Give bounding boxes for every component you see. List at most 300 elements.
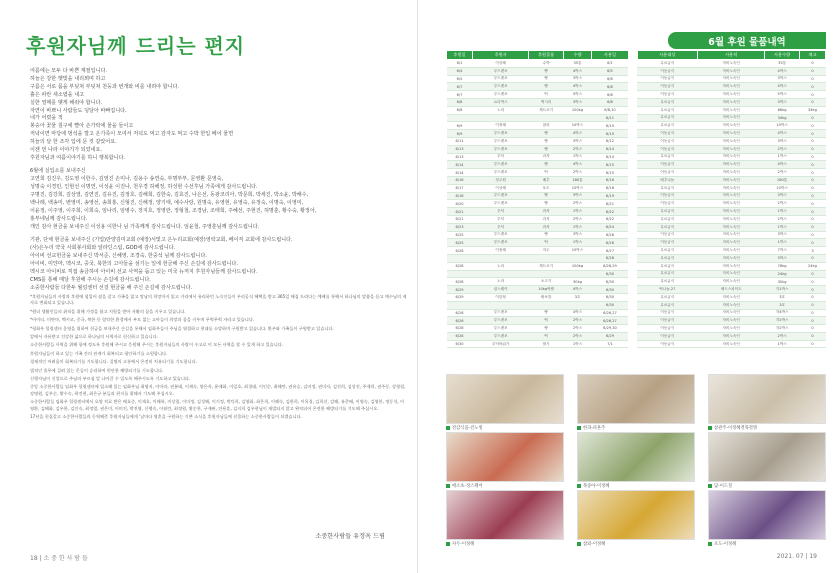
table-cell: 3박스 bbox=[563, 98, 591, 106]
table-cell: 5박스 bbox=[563, 91, 591, 99]
table-cell: 6/14 bbox=[592, 145, 629, 153]
table-cell: 투드렌포 bbox=[472, 309, 528, 317]
table-cell: 과자 bbox=[529, 215, 564, 223]
caption-bullet-icon bbox=[577, 484, 581, 488]
row-gap bbox=[628, 317, 637, 325]
table-cell: 35통 bbox=[563, 60, 591, 68]
table-row bbox=[447, 231, 826, 239]
table-cell: 투드렌포 bbox=[472, 239, 528, 247]
table-cell: 6/30 bbox=[592, 278, 629, 286]
caption-bullet-icon bbox=[577, 542, 581, 546]
table-cell: 6/22 bbox=[592, 215, 629, 223]
table-cell: 3 bbox=[799, 247, 825, 255]
table-row bbox=[447, 286, 826, 294]
photo-image bbox=[447, 433, 563, 481]
table-cell: 무료급식 bbox=[637, 223, 698, 231]
table-cell: 10박스 bbox=[563, 247, 591, 255]
table-row bbox=[447, 98, 826, 106]
table-cell: 자비노숙인 bbox=[698, 200, 765, 208]
table-cell: 링스레이 bbox=[472, 286, 528, 294]
photo-caption bbox=[446, 483, 483, 489]
table-cell: 1박스 bbox=[765, 223, 800, 231]
table-cell: 6/11 bbox=[447, 137, 473, 145]
table-row bbox=[447, 169, 826, 177]
photo-image bbox=[709, 491, 825, 539]
table-cell: 이동급식 bbox=[637, 83, 698, 91]
table-row bbox=[447, 60, 826, 68]
table-cell: 6/11 bbox=[592, 114, 629, 122]
caption-text: 담-이드칠 bbox=[714, 484, 733, 489]
table-cell: 이한철 bbox=[472, 293, 528, 301]
table-cell: 6/26 bbox=[447, 309, 473, 317]
table-cell: 6/15 bbox=[592, 161, 629, 169]
row-gap bbox=[628, 83, 637, 91]
row-gap bbox=[628, 325, 637, 333]
table-cell: 자비노숙인 bbox=[698, 184, 765, 192]
donation-photo bbox=[446, 490, 564, 540]
table-cell: 떡나눔,27 bbox=[637, 286, 698, 294]
table-cell bbox=[447, 270, 473, 278]
table-row bbox=[447, 137, 826, 145]
donation-banner: 6월 후원 물품내역 bbox=[668, 32, 826, 49]
caption-bullet-icon bbox=[708, 484, 712, 488]
table-cell: 6/26,27 bbox=[592, 309, 629, 317]
note-line: 법적인 올무에 걸려 있는 문들이 승리하여 편안한 해방되기를 기도합니다. bbox=[30, 367, 164, 373]
table-cell: 0 bbox=[799, 114, 825, 122]
photo-image bbox=[578, 375, 694, 423]
table-cell: 2박스 bbox=[563, 325, 591, 333]
table-cell: 이동급식 bbox=[637, 332, 698, 340]
table-cell: 3호 bbox=[765, 301, 800, 309]
table-cell: 6/30 bbox=[592, 286, 629, 294]
table-cell: 자비노숙인 bbox=[698, 239, 765, 247]
table-row bbox=[447, 75, 826, 83]
donation-photo bbox=[577, 432, 695, 482]
table-cell: 빵 bbox=[529, 231, 564, 239]
note-line: 경제적인 어려움이 회복되기를 기도합니다. 질병의 고통에서 온전히 치유되기를 기도합니다. bbox=[30, 359, 198, 365]
table-cell: 투드렌포 bbox=[472, 67, 528, 75]
table-cell: 2박스 bbox=[563, 169, 591, 177]
table-cell: 6/29 bbox=[447, 293, 473, 301]
table-cell: 3호 bbox=[765, 293, 800, 301]
table-row bbox=[447, 239, 826, 247]
table-cell: 이동급식 bbox=[637, 137, 698, 145]
table-cell bbox=[563, 114, 591, 122]
table-cell: 빵 bbox=[529, 67, 564, 75]
table-cell: 6/20 bbox=[447, 200, 473, 208]
photo-caption bbox=[577, 483, 609, 489]
table-cell: 무료급식 bbox=[637, 247, 698, 255]
table-cell: 4박스 bbox=[563, 130, 591, 138]
donation-photo bbox=[708, 374, 826, 424]
donation-photo bbox=[577, 490, 695, 540]
table-cell: 빵 bbox=[529, 192, 564, 200]
right-page bbox=[418, 0, 835, 573]
table-cell: 6/26 bbox=[592, 239, 629, 247]
table-cell: 투덕 bbox=[472, 153, 528, 161]
table-cell: 2박스 bbox=[563, 317, 591, 325]
row-gap bbox=[628, 200, 637, 208]
table-cell: 청주원 bbox=[472, 176, 528, 184]
table-cell: 무료급식 bbox=[637, 278, 698, 286]
table-row bbox=[447, 301, 826, 309]
table-cell: 6/14 bbox=[447, 169, 473, 177]
row-gap bbox=[628, 145, 637, 153]
table-cell: 무료급식 bbox=[637, 114, 698, 122]
table-cell: 자비노숙인 bbox=[698, 169, 765, 177]
table-cell: 이동급식 bbox=[637, 130, 698, 138]
table-cell: 6/7 bbox=[447, 91, 473, 99]
table-cell: 24kg bbox=[765, 270, 800, 278]
column-header: 사용일 bbox=[592, 51, 629, 60]
table-cell: 6/8 bbox=[447, 98, 473, 106]
table-cell: 6/5 bbox=[592, 67, 629, 75]
table-cell: 6/15 bbox=[592, 169, 629, 177]
table-cell: 0 bbox=[799, 270, 825, 278]
table-cell: 6/17 bbox=[447, 184, 473, 192]
table-cell: 2박스 bbox=[765, 332, 800, 340]
note-line: 17년을 헌집갖고 소중한사람들과 동역해준 후원자님들에게 '날마다 영혼을 구원하는 기쁜 소식을 후원자님들께 선물하는 소중한사람들이 되겠습니다. bbox=[30, 414, 302, 420]
table-cell: 6/14 bbox=[447, 161, 473, 169]
table-cell: 빵 bbox=[529, 161, 564, 169]
caption-text: 애소초-정스페어 bbox=[452, 484, 483, 489]
row-gap bbox=[628, 67, 637, 75]
photo-image bbox=[578, 433, 694, 481]
table-cell: 빵 bbox=[529, 75, 564, 83]
table-cell: 자비노숙인 bbox=[698, 254, 765, 262]
table-cell: 무료급식 bbox=[637, 184, 698, 192]
row-gap bbox=[628, 223, 637, 231]
table-cell: 노라 bbox=[472, 278, 528, 286]
table-cell: 180통 bbox=[563, 176, 591, 184]
table-cell: 6/26 bbox=[447, 247, 473, 255]
table-cell: 0 bbox=[799, 332, 825, 340]
table-cell: 3박스 bbox=[765, 231, 800, 239]
table-cell: 35통 bbox=[765, 60, 800, 68]
table-cell: 6/12 bbox=[592, 137, 629, 145]
table-cell: 6/23 bbox=[447, 223, 473, 231]
table-row bbox=[447, 122, 826, 130]
table-cell: 0 bbox=[799, 254, 825, 262]
table-cell: 6/9 bbox=[447, 130, 473, 138]
table-cell: 무료급식 bbox=[637, 215, 698, 223]
table-cell bbox=[563, 270, 591, 278]
caption-bullet-icon bbox=[708, 426, 712, 430]
table-cell: 2박스 bbox=[765, 200, 800, 208]
row-gap bbox=[628, 309, 637, 317]
table-cell: 자비노숙인 bbox=[698, 122, 765, 130]
table-cell: 0 bbox=[799, 130, 825, 138]
table-cell: 빵 bbox=[529, 200, 564, 208]
caption-text: 한과-파흔주 bbox=[583, 426, 606, 431]
photo-caption bbox=[446, 425, 483, 431]
table-cell: 6/28 bbox=[447, 262, 473, 270]
table-cell: 6/18 bbox=[447, 192, 473, 200]
table-cell: 2박스 bbox=[563, 200, 591, 208]
table-cell: 떡 bbox=[529, 169, 564, 177]
table-cell: 0 bbox=[799, 200, 825, 208]
table-cell: 0 bbox=[799, 137, 825, 145]
table-cell: 2박스 bbox=[765, 145, 800, 153]
table-cell: 6/30 bbox=[592, 301, 629, 309]
table-cell: 6/8,10 bbox=[592, 106, 629, 114]
table-cell: 0 bbox=[799, 83, 825, 91]
table-cell: 떡시리 bbox=[529, 98, 564, 106]
table-cell: 이상혜 bbox=[472, 60, 528, 68]
table-row bbox=[447, 153, 826, 161]
table-row bbox=[447, 332, 826, 340]
row-gap bbox=[628, 332, 637, 340]
row-gap bbox=[628, 192, 637, 200]
table-cell: 6/28 bbox=[592, 254, 629, 262]
table-row bbox=[447, 340, 826, 348]
row-gap bbox=[628, 286, 637, 294]
column-header: 사용처 bbox=[698, 51, 765, 60]
table-cell bbox=[472, 270, 528, 278]
table-cell: 3호 bbox=[563, 293, 591, 301]
table-cell bbox=[472, 301, 528, 309]
table-cell: 7박스 bbox=[765, 247, 800, 255]
table-cell: 6/30 bbox=[592, 293, 629, 301]
table-cell: 6/28 bbox=[447, 325, 473, 333]
table-cell: 6/21 bbox=[592, 200, 629, 208]
table-cell: 6/14 bbox=[592, 153, 629, 161]
table-cell: 소고기 bbox=[529, 278, 564, 286]
table-cell: 떡 bbox=[529, 239, 564, 247]
table-cell: 6/10 bbox=[592, 122, 629, 130]
donation-table bbox=[446, 50, 826, 348]
table-cell: 0 bbox=[799, 231, 825, 239]
note-line: 신행자님이 신앙으로 주님의 부르심 앞 나아갈 수 있도록 해주시도록 기도하고 있습니다. bbox=[30, 376, 191, 382]
row-gap bbox=[628, 106, 637, 114]
table-cell: 1박스 bbox=[765, 239, 800, 247]
table-cell: 6/6 bbox=[592, 75, 629, 83]
table-cell: 이동급식 bbox=[637, 161, 698, 169]
table-cell: 자비노숙인 bbox=[698, 67, 765, 75]
caption-bullet-icon bbox=[577, 426, 581, 430]
table-row bbox=[447, 130, 826, 138]
row-gap bbox=[628, 254, 637, 262]
note-line: 소중한사람들 사역을 위해 항께 정도록 후원해 주시고 응원해 주시는 후원자님들의 사랑이 수고로 이 모든 사역을 할 수 있게 하고 있습니다. bbox=[30, 342, 284, 348]
table-cell: 투드렌포 bbox=[472, 192, 528, 200]
page-folio-right: 2021. 07 | 19 bbox=[776, 553, 817, 560]
row-gap bbox=[628, 60, 637, 68]
table-cell: 과자 bbox=[529, 208, 564, 216]
table-cell: 이동급식 bbox=[637, 231, 698, 239]
row-gap bbox=[628, 161, 637, 169]
note-line: *평화우 힐링센터 운영을 위하여 헌금을 보내주신 손길을 통해서 임화우들이 주님을 영접하고 현대를 소망하며 구원받고 있습니다. 환우와 가족들이 구원받고 있습니다. bbox=[30, 325, 334, 331]
row-gap bbox=[628, 153, 637, 161]
table-cell: 배추나눔 bbox=[637, 176, 698, 184]
table-cell: 6/21 bbox=[447, 215, 473, 223]
letter-title: 후원자님께 드리는 편지 bbox=[26, 34, 246, 58]
table-cell: 6/28 bbox=[447, 278, 473, 286]
table-cell: 빵 bbox=[529, 325, 564, 333]
table-cell: 각4박스 bbox=[765, 309, 800, 317]
table-cell: 무료급식 bbox=[637, 106, 698, 114]
table-cell: 무료급식 bbox=[637, 301, 698, 309]
table-cell: 6/29,30 bbox=[592, 325, 629, 333]
table-cell: 투드렌포 bbox=[472, 332, 528, 340]
table-cell: 자비노숙인 bbox=[698, 176, 765, 184]
table-cell: 3박스 bbox=[765, 75, 800, 83]
table-cell: 6/8 bbox=[447, 106, 473, 114]
table-cell: 0 bbox=[799, 301, 825, 309]
photo-image bbox=[578, 491, 694, 539]
table-cell: 이동급식 bbox=[637, 169, 698, 177]
table-row bbox=[447, 262, 826, 270]
table-cell: 0 bbox=[799, 286, 825, 294]
table-cell: 자비노숙인 bbox=[698, 332, 765, 340]
table-row bbox=[447, 317, 826, 325]
table-cell: 떡 bbox=[529, 332, 564, 340]
table-cell: 6/29 bbox=[592, 332, 629, 340]
table-cell: 6/28 bbox=[447, 332, 473, 340]
table-cell bbox=[529, 301, 564, 309]
table-cell: 자비노숙인 bbox=[698, 161, 765, 169]
table-cell: 무료급식 bbox=[637, 270, 698, 278]
table-cell: 0 bbox=[799, 325, 825, 333]
table-cell: 투드렌포 bbox=[472, 161, 528, 169]
photo-image bbox=[709, 375, 825, 423]
caption-text: 참외-이정혜 bbox=[583, 542, 606, 547]
table-cell: 각2박스 bbox=[765, 317, 800, 325]
donation-photo bbox=[708, 432, 826, 482]
table-cell: 10박스 bbox=[765, 122, 800, 130]
table-cell: 1박스 bbox=[765, 208, 800, 216]
table-cell: 6/1 bbox=[447, 60, 473, 68]
table-cell: 76kg bbox=[765, 262, 800, 270]
table-cell: 투드렌포 bbox=[472, 137, 528, 145]
table-cell: 이동급식 bbox=[637, 75, 698, 83]
table-cell: 6/21 bbox=[447, 208, 473, 216]
table-row bbox=[447, 192, 826, 200]
table-cell: 0 bbox=[799, 169, 825, 177]
table-cell: 6/8 bbox=[592, 91, 629, 99]
table-cell: 10박스 bbox=[765, 184, 800, 192]
table-cell: 투덕 bbox=[472, 215, 528, 223]
table-cell: 이동급식 bbox=[637, 317, 698, 325]
table-cell: 자비노숙인 bbox=[698, 75, 765, 83]
table-cell: 2박스 bbox=[563, 332, 591, 340]
donation-photo bbox=[708, 490, 826, 540]
table-cell: 무료급식 bbox=[637, 122, 698, 130]
table-cell: 무료급식 bbox=[637, 254, 698, 262]
table-cell: 4박스 bbox=[765, 83, 800, 91]
table-cell: 3박스 bbox=[765, 192, 800, 200]
table-cell: 34kg bbox=[765, 114, 800, 122]
table-cell: 자비노숙인 bbox=[698, 309, 765, 317]
table-cell: 0 bbox=[799, 176, 825, 184]
table-cell: 3박스 bbox=[563, 192, 591, 200]
table-cell: 투드렌포 bbox=[472, 83, 528, 91]
table-cell: 6/22 bbox=[592, 208, 629, 216]
table-cell: 4박스 bbox=[563, 67, 591, 75]
table-cell: 자비노숙인 bbox=[698, 340, 765, 348]
row-gap bbox=[628, 114, 637, 122]
table-cell: 2박스 bbox=[563, 215, 591, 223]
table-cell: 0 bbox=[799, 145, 825, 153]
table-cell: 자비노숙인 bbox=[698, 153, 765, 161]
photo-image bbox=[709, 433, 825, 481]
table-cell: 과자 bbox=[529, 223, 564, 231]
table-cell bbox=[529, 114, 564, 122]
caption-text: 목송아-이정혜 bbox=[583, 484, 610, 489]
table-cell: 투드렌포 bbox=[472, 325, 528, 333]
table-cell: 0 bbox=[799, 239, 825, 247]
table-cell: 자비노숙인 bbox=[698, 106, 765, 114]
table-cell: 자비노숙인 bbox=[698, 137, 765, 145]
table-cell: 이정혜 bbox=[472, 122, 528, 130]
table-cell: 0 bbox=[799, 184, 825, 192]
table-cell: 자비노숙인 bbox=[698, 231, 765, 239]
caption-text: 자두-이정혜 bbox=[452, 542, 475, 547]
table-cell: 자비노숙인 bbox=[698, 208, 765, 216]
table-cell: 팔보밥 bbox=[529, 293, 564, 301]
table-cell: 빵 bbox=[529, 145, 564, 153]
table-cell: 이동급식 bbox=[637, 239, 698, 247]
table-cell: 30kg bbox=[563, 278, 591, 286]
table-row bbox=[447, 67, 826, 75]
table-cell: 노라 bbox=[472, 106, 528, 114]
letter-paragraph: 여름에는 모두 다 바쁜 계절입니다. 하늘은 강한 햇빛을 내리쬐며 하고 구름은 서로 몸을 부딪쳐 부딪쳐 천둥과 번개와 비를 내려야 합니다. 흙은 파란 새소엽을 내고 실한 열매를 맺게 해줘야 합니다. 자연이 바쁘니 사람들도 덩달아 바빠집니다. 내가 어렸을 적 봉숭아 꽃물 칠구에 빨아 손가락에 물을 들이고 저녁이면 마당에 멍석을 깔고 온가족이 모여서 저녁도 먹고 감자도 먹고 수박 한입 베어 물면 하늘의 달 한 조각 입에 문 것 같았어요. 이젠 먼 나라 이야기가 되었네요. 후원자님과 여름이야기를 하니 행복합니다. bbox=[30, 68, 234, 161]
note-line: *후원자님들의 사랑과 후원에 힘입어 잠을 잘고 가족을 잃고 망남의 희망마저 잃고 거리에서 유리하던 노숙인들이 우리공식 혜택을 받고 365일 해집 드리다는 예배를 통해서 하나님의 말씀을 듣고 예수님의 제자로 변화되고 있습니다. bbox=[30, 294, 407, 306]
letter-paragraph: 기관, 단체 현금을 보내주신 (기업)만양김미교회 (예장)서빛고 은누리교회(예장)영락교회, 베이직 교회에 감사드립니다. (사)은누리 약국 사회봉사회와 알라딘스팀, GOD에 감사드립니다. 아이비 선교헌금을 보내주신 박서준, 신혜영, 조경숙, 한중석 님께 감사드립니다. 아이비, 미얀마, 멕시코, 중국, 북한의 고아들을 섬기는 일에 헌금해 주신 손길에 감사드립니다. 멕시코 아이비로 직접 송금하여 아이비 선교 사역을 돕고 있는 미국 뉴저지 후원자님들께 감사드립니다. CMS를 통해 매달 후원해 주시는 손길에 감사드립니다. 소중한사람들 다한두 월링센터 선걸 현금을 해 주신 손길에 감사드립니다. bbox=[30, 237, 293, 291]
table-cell: 각1박스 bbox=[765, 286, 800, 294]
table-cell: 참외 bbox=[529, 122, 564, 130]
table-cell: 무료급식 bbox=[637, 153, 698, 161]
table-row bbox=[447, 145, 826, 153]
table-cell: 자비노숙인 bbox=[698, 301, 765, 309]
table-cell: 3박스 bbox=[563, 231, 591, 239]
caption-text: 포도-이정혜 bbox=[714, 542, 737, 547]
table-cell: 0 bbox=[799, 278, 825, 286]
caption-text: 전감식품-견노빙 bbox=[452, 426, 483, 431]
table-cell: 배추 bbox=[529, 176, 564, 184]
table-cell: 0 bbox=[799, 98, 825, 106]
table-cell: 투드렌포 bbox=[472, 231, 528, 239]
table-cell: 투드렌포 bbox=[472, 75, 528, 83]
donation-photo bbox=[577, 374, 695, 424]
row-gap bbox=[628, 122, 637, 130]
table-cell: 투드렌포 bbox=[472, 317, 528, 325]
table-cell bbox=[447, 301, 473, 309]
table-row bbox=[447, 270, 826, 278]
table-cell: 무료급식 bbox=[637, 293, 698, 301]
table-cell: 2박스 bbox=[563, 145, 591, 153]
page-folio-left: 18 | 소 중 한 사 람 들 bbox=[30, 555, 88, 562]
table-cell: 3박스 bbox=[765, 137, 800, 145]
table-cell: 무료급식 bbox=[637, 60, 698, 68]
table-cell: 자비노숙인 bbox=[698, 278, 765, 286]
photo-caption bbox=[708, 541, 736, 547]
table-cell: 6/5 bbox=[447, 75, 473, 83]
table-row bbox=[447, 208, 826, 216]
letter-body bbox=[30, 68, 402, 298]
table-cell: 이상혜 bbox=[472, 184, 528, 192]
table-cell: 6/13 bbox=[447, 153, 473, 161]
column-header: 사용수량 bbox=[765, 51, 800, 60]
table-cell: 자두 bbox=[529, 247, 564, 255]
row-gap bbox=[628, 208, 637, 216]
table-cell: 1박스 bbox=[563, 239, 591, 247]
table-cell: 100kg bbox=[563, 106, 591, 114]
table-cell: 0 bbox=[799, 60, 825, 68]
table-row bbox=[447, 223, 826, 231]
table-cell: 3박스 bbox=[765, 98, 800, 106]
table-cell: 무료급식 bbox=[637, 98, 698, 106]
table-cell bbox=[529, 270, 564, 278]
